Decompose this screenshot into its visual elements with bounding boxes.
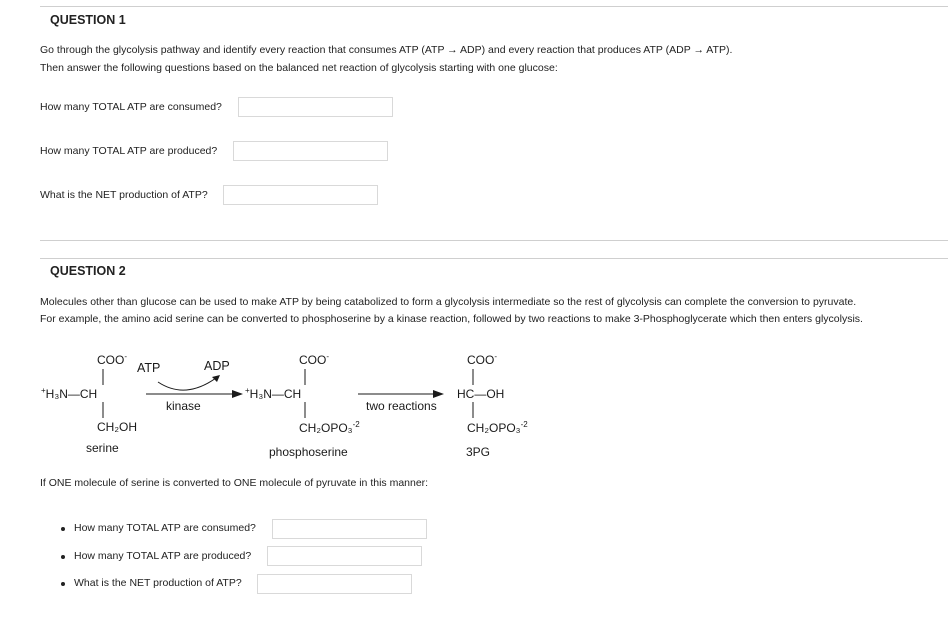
- q2-net-input[interactable]: [257, 574, 412, 594]
- 3pg-name: 3PG: [466, 445, 491, 459]
- q2-instruction-line-2: For example, the amino acid serine can be converted to phosphoserine by a kinase reaction, followed by two reactions to make 3-Phosphoglycerate which then enters glycolysis.: [40, 313, 863, 325]
- svg-text:CH₂OPO₃-2: [299, 420, 360, 435]
- phosphoserine-amine-charge: +: [245, 386, 250, 395]
- serine-carboxyl: COO: [97, 353, 125, 367]
- svg-text:COO-: [467, 352, 497, 367]
- serine-name: serine: [86, 441, 119, 455]
- phosphoserine-name: phosphoserine: [269, 445, 348, 459]
- 3pg-hydroxyl: —OH: [474, 387, 505, 401]
- serine-structure: [41, 352, 137, 455]
- 3pg-carboxyl: COO: [467, 353, 495, 367]
- top-divider: [40, 6, 948, 7]
- phosphoserine-structure: [245, 352, 360, 459]
- svg-text:COO-: [299, 352, 329, 367]
- 3pg-carboxyl-charge: -: [494, 352, 498, 361]
- q2-produced-input[interactable]: [267, 546, 422, 566]
- q1-produced-label: How many TOTAL ATP are produced?: [40, 145, 218, 157]
- q1-net-input[interactable]: [223, 185, 378, 205]
- phosphoserine-bond: —: [271, 387, 284, 401]
- q2-top-divider: [40, 258, 948, 259]
- 3pg-side-chain: CH₂OPO₃: [467, 421, 521, 435]
- question-1-title: QUESTION 1: [50, 13, 126, 27]
- phosphoserine-side-chain: CH₂OPO₃: [299, 421, 353, 435]
- q2-consumed-input[interactable]: [272, 519, 427, 539]
- bullet-dot: [61, 527, 65, 531]
- kinase-label: kinase: [166, 399, 201, 413]
- adp-label: ADP: [204, 359, 230, 373]
- serine-bond: —: [67, 387, 80, 401]
- svg-text:COO-: [97, 352, 127, 367]
- two-reactions-arrow: [358, 390, 444, 413]
- bullet-dot: [61, 555, 65, 559]
- atp-label: ATP: [137, 361, 161, 375]
- svg-text:CH₂OPO₃-2: [467, 420, 528, 435]
- bullet-dot: [61, 582, 65, 586]
- phosphoserine-carboxyl-charge: -: [326, 352, 330, 361]
- serine-amine: H₃N: [45, 387, 68, 401]
- kinase-arrow: [137, 359, 243, 413]
- two-reactions-label: two reactions: [366, 399, 437, 413]
- serine-carboxyl-charge: -: [124, 352, 128, 361]
- phosphoserine-carboxyl: COO: [299, 353, 327, 367]
- q1-net-label: What is the NET production of ATP?: [40, 189, 208, 201]
- serine-amine-charge: +: [41, 386, 46, 395]
- serine-side-chain: CH₂OH: [97, 420, 137, 434]
- svg-text:+H₃N—CH: [41, 386, 97, 401]
- q2-prompt: If ONE molecule of serine is converted to ONE molecule of pyruvate in this manner:: [40, 477, 429, 489]
- q1-bottom-divider: [40, 240, 948, 241]
- 3pg-alpha-carbon: HC: [457, 387, 475, 401]
- phosphoserine-side-charge: -2: [352, 420, 360, 429]
- 3pg-structure: [457, 352, 528, 459]
- q2-produced-label: How many TOTAL ATP are produced?: [74, 550, 252, 562]
- q2-consumed-label: How many TOTAL ATP are consumed?: [74, 522, 256, 534]
- 3pg-side-charge: -2: [520, 420, 528, 429]
- phosphoserine-alpha-carbon: CH: [283, 387, 302, 401]
- question-2-title: QUESTION 2: [50, 264, 126, 278]
- q2-instruction-line-1: Molecules other than glucose can be used to make ATP by being catabolized to form a glycolysis intermediate so the rest of glycolysis can complete the conversion to pyruvate.: [40, 296, 857, 308]
- q1-consumed-input[interactable]: [238, 97, 393, 117]
- q2-net-label: What is the NET production of ATP?: [74, 577, 242, 589]
- svg-text:+H₃N—CH: [245, 386, 301, 401]
- q1-produced-input[interactable]: [233, 141, 388, 161]
- serine-alpha-carbon: CH: [79, 387, 98, 401]
- q1-instruction-line-2: Then answer the following questions based on the balanced net reaction of glycolysis starting with one glucose:: [40, 62, 558, 74]
- q1-consumed-label: How many TOTAL ATP are consumed?: [40, 101, 222, 113]
- reaction-scheme: [0, 340, 948, 475]
- phosphoserine-amine: H₃N: [249, 387, 272, 401]
- svg-text:HC—OH: [457, 387, 504, 401]
- q1-instruction-line-1: Go through the glycolysis pathway and identify every reaction that consumes ATP (ATP → ADP) and every reaction that produces ATP (ADP → ATP).: [40, 44, 733, 56]
